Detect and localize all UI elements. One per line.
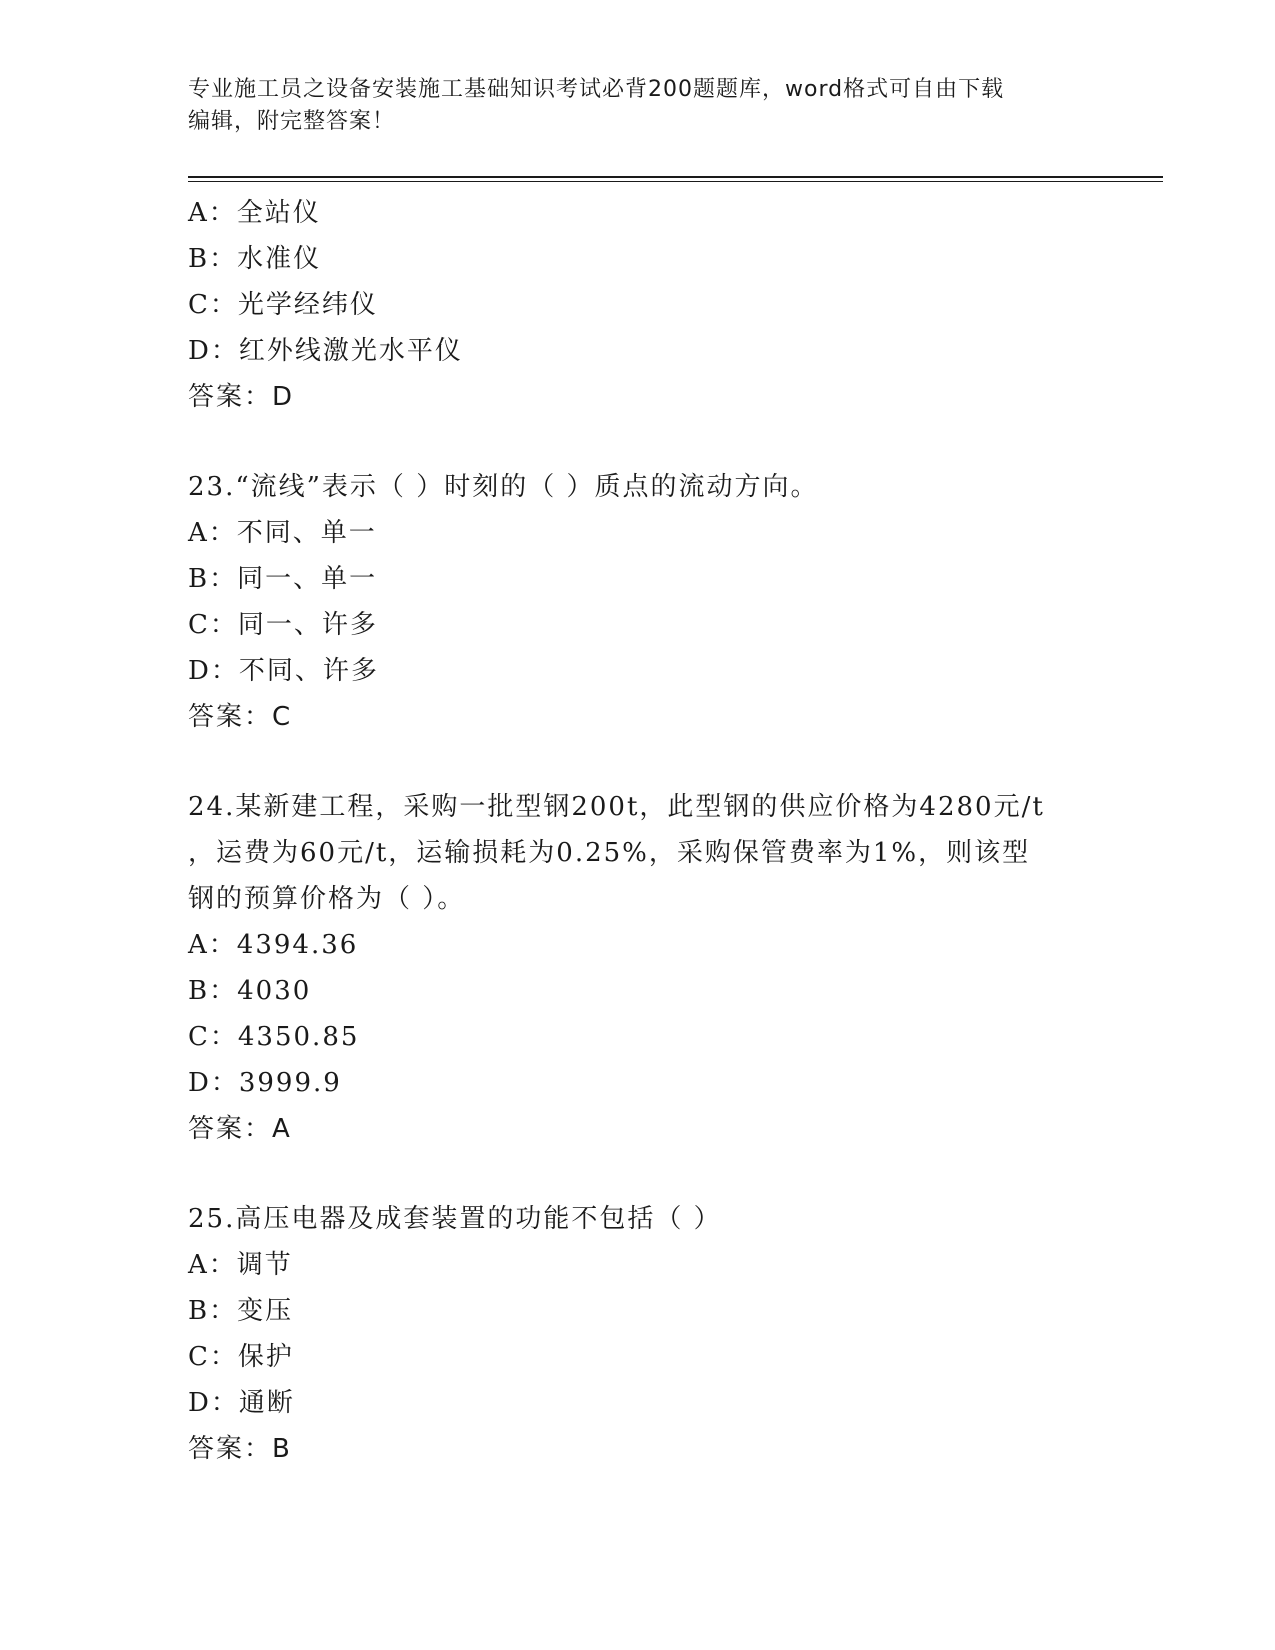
question-stem-line: ，运费为60元/t，运输损耗为0.25%，采购保管费率为1%，则该型 (188, 838, 1031, 868)
option-c: C：保护 (188, 1342, 294, 1372)
header-divider-thin (188, 181, 1163, 182)
question-stem (188, 784, 1088, 922)
option-d: D：3999.9 (188, 1068, 342, 1098)
question-stem: 25.高压电器及成套装置的功能不包括（ ） (188, 1204, 722, 1234)
question-24 (188, 784, 1088, 1152)
option-a: A：不同、单一 (188, 518, 377, 548)
spacer (188, 1152, 1088, 1196)
option-d: D：通断 (188, 1388, 295, 1418)
question-list (188, 190, 1088, 1472)
option-b: B：4030 (188, 976, 312, 1006)
option-a: A：4394.36 (188, 930, 359, 960)
option-b: B：同一、单一 (188, 564, 378, 594)
option-c: C：4350.85 (188, 1022, 360, 1052)
option-b: B：变压 (188, 1296, 294, 1326)
option-b: B：水准仪 (188, 244, 322, 274)
question-stem: 23.“流线”表示（ ）时刻的（ ）质点的流动方向。 (188, 472, 819, 502)
question-25 (188, 1196, 1088, 1472)
header-divider (188, 176, 1163, 178)
document-header (188, 74, 1088, 138)
question-23 (188, 464, 1088, 740)
question-stem-line: 24.某新建工程，采购一批型钢200t，此型钢的供应价格为4280元/t (188, 792, 1045, 822)
header-title-line: 编辑，附完整答案！ (188, 109, 396, 134)
spacer (188, 420, 1088, 464)
answer-line: 答案：A (188, 1114, 292, 1144)
question-stem-line: 钢的预算价格为（ ）。 (188, 884, 466, 914)
question-22 (188, 190, 1088, 420)
spacer (188, 740, 1088, 784)
option-d: D：红外线激光水平仪 (188, 336, 463, 366)
answer-line: 答案：B (188, 1434, 292, 1464)
option-c: C：同一、许多 (188, 610, 378, 640)
header-title-line: 专业施工员之设备安装施工基础知识考试必背200题题库，word格式可自由下载 (188, 77, 1005, 102)
answer-line: 答案：C (188, 702, 293, 732)
option-c: C：光学经纬仪 (188, 290, 378, 320)
option-a: A：调节 (188, 1250, 293, 1280)
option-a: A：全站仪 (188, 198, 321, 228)
option-d: D：不同、许多 (188, 656, 379, 686)
answer-line: 答案：D (188, 382, 295, 412)
